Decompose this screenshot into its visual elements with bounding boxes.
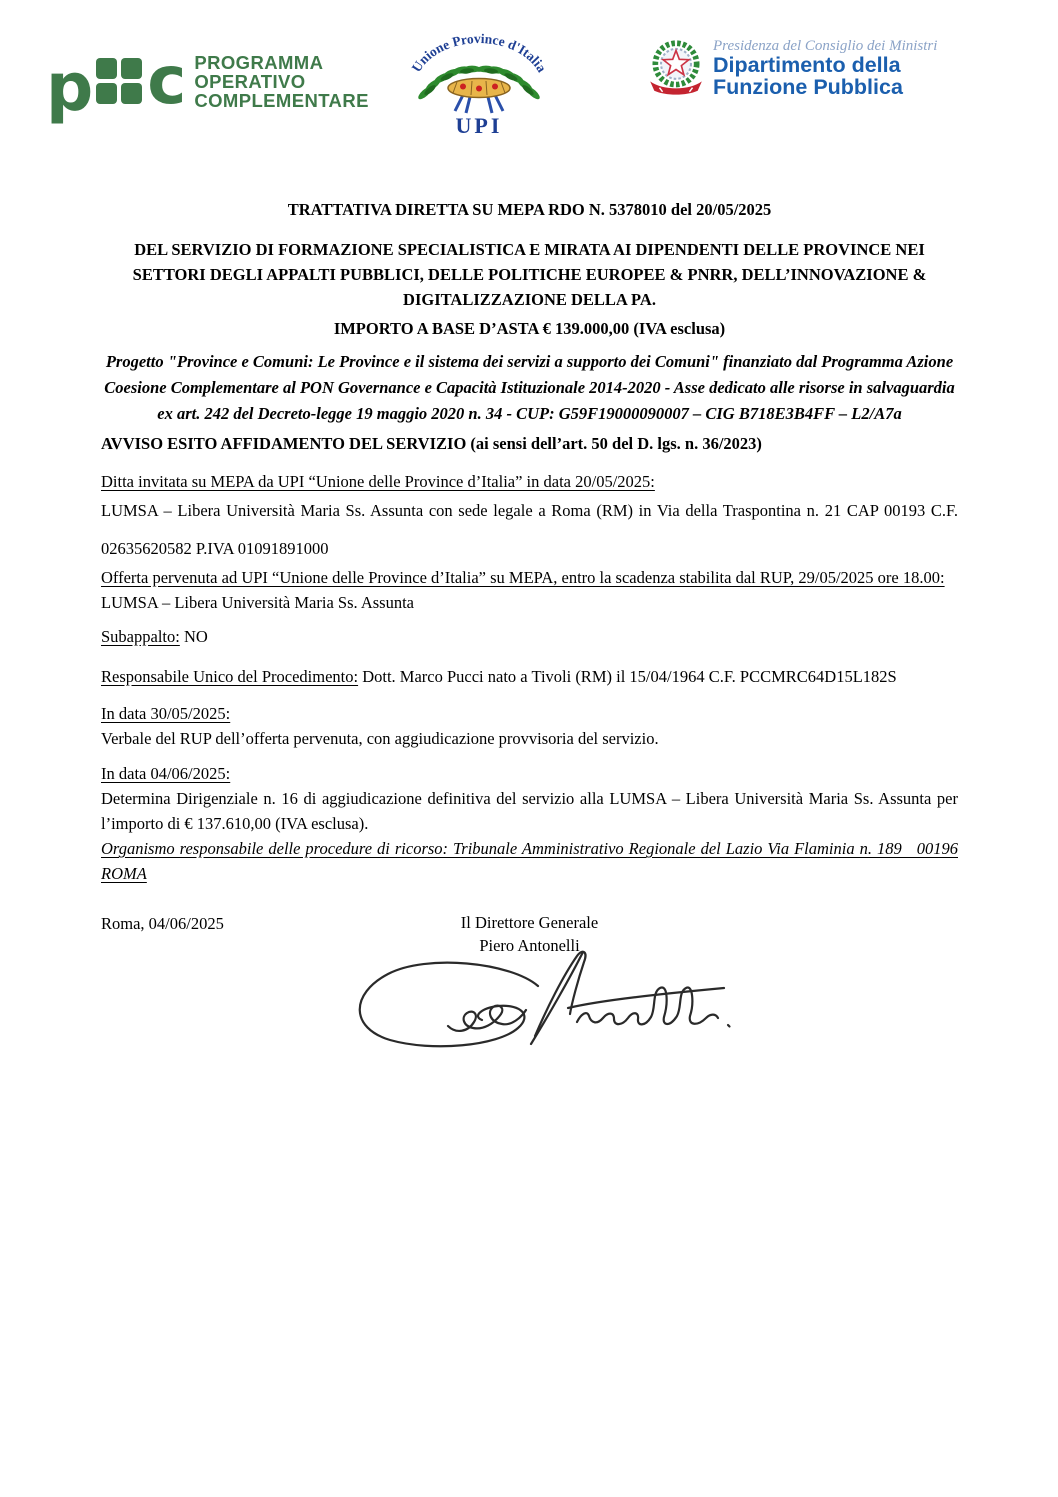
- handwritten-signature: [330, 944, 750, 1060]
- dfp-line-2: Funzione Pubblica: [713, 75, 903, 99]
- doc-title: TRATTATIVA DIRETTA SU MEPA RDO N. 5378010 del 20/05/2025: [287, 200, 772, 219]
- section-offerta-pervenuta: [101, 565, 958, 615]
- upi-logo: [403, 31, 555, 144]
- poc-letter-p: p: [46, 49, 92, 126]
- ricorso-paragraph: Organismo responsabile delle procedure di ricorso: Tribunale Amministrativo Regionale del Lazio Via Flaminia n. 189 00196 ROMA: [101, 839, 958, 883]
- section-subappalto: [101, 624, 958, 649]
- doc-subtitle: DEL SERVIZIO DI FORMAZIONE SPECIALISTICA E MIRATA AI DIPENDENTI DELLE PROVINCE NEI SETTORI DEGLI APPALTI PUBBLICI, DELLE POLITICHE EUROPEE & PNRR, DELL’INNOVAZIONE & DIGITALIZZAZIONE DELLA PA.: [132, 240, 927, 309]
- section-data-04-06: [101, 761, 958, 836]
- subappalto-label: Subappalto:: [101, 627, 180, 646]
- data2-label: In data 04/06/2025:: [101, 764, 231, 783]
- poc-line-2: OPERATIVO: [194, 70, 306, 92]
- dfp-logo: [645, 38, 937, 98]
- upi-acronym: UPI: [455, 113, 503, 138]
- poc-logo-text: [194, 53, 368, 110]
- upi-crest-icon: [403, 31, 555, 139]
- crown-icon: [448, 79, 510, 98]
- dfp-line-1: Dipartimento della: [713, 53, 901, 77]
- offerta-label: Offerta pervenuta ad UPI “Unione delle Province d’Italia” su MEPA, entro la scadenza stabilita dal RUP, 29/05/2025 ore 18.00:: [101, 568, 945, 587]
- offerta-body: LUMSA – Libera Università Maria Ss. Assunta: [101, 593, 415, 612]
- ditta-body: LUMSA – Libera Università Maria Ss. Assunta con sede legale a Roma (RM) in Via della Traspontina n. 21 CAP 00193 C.F. 02635620582 P.IVA 01091891000: [101, 501, 958, 558]
- data1-label: In data 30/05/2025:: [101, 704, 231, 723]
- importo-line: IMPORTO A BASE D’ASTA € 139.000,00 (IVA esclusa): [333, 319, 726, 338]
- upi-arc-text: Unione Province d'Italia: [408, 31, 550, 75]
- section-data-30-05: [101, 701, 958, 751]
- poc-logo: [46, 42, 369, 126]
- poc-line-1: PROGRAMMA: [194, 51, 324, 73]
- section-ditta-invitata: [101, 469, 958, 568]
- progetto-paragraph: Progetto "Province e Comuni: Le Province e il sistema dei servizi a supporto dei Comuni" finanziato dal Programma Azione Coesione Complementare al PON Governance e Capacità Istituzionale 2014-2020 - Asse dedicato alle risorse in salvaguardia ex art. 242 del Decreto-legge 19 maggio 2020 n. 34 - CUP: G59F19000090007 – CIG B718E3B4FF – L2/A7a: [104, 352, 955, 423]
- avviso-heading: AVVISO ESITO AFFIDAMENTO DEL SERVIZIO (ai sensi dell’art. 50 del D. lgs. n. 36/2023): [101, 434, 762, 453]
- dfp-logo-text: [713, 38, 937, 98]
- rup-label: Responsabile Unico del Procedimento:: [101, 667, 359, 686]
- italy-emblem-icon: [645, 38, 707, 98]
- rup-value: Dott. Marco Pucci nato a Tivoli (RM) il 15/04/1964 C.F. PCCMRC64D15L182S: [362, 667, 897, 686]
- poc-line-3: COMPLEMENTARE: [194, 89, 369, 111]
- ditta-label: Ditta invitata su MEPA da UPI “Unione delle Province d’Italia” in data 20/05/2025:: [101, 472, 655, 491]
- data2-body: Determina Dirigenziale n. 16 di aggiudicazione definitiva del servizio alla LUMSA – Libera Università Maria Ss. Assunta per l’importo di € 137.610,00 (IVA esclusa).: [101, 789, 958, 833]
- subappalto-value: NO: [183, 627, 208, 646]
- signer-role: Il Direttore Generale: [460, 913, 599, 932]
- poc-grid-icon: [96, 58, 142, 104]
- place-date: Roma, 04/06/2025: [101, 914, 224, 933]
- data1-body: Verbale del RUP dell’offerta pervenuta, con aggiudicazione provvisoria del servizio.: [101, 729, 659, 748]
- signer-name: Piero Antonelli: [479, 936, 580, 955]
- dfp-script-line: Presidenza del Consiglio dei Ministri: [713, 38, 938, 54]
- poc-letter-c: c: [147, 42, 185, 119]
- section-rup: [101, 664, 958, 689]
